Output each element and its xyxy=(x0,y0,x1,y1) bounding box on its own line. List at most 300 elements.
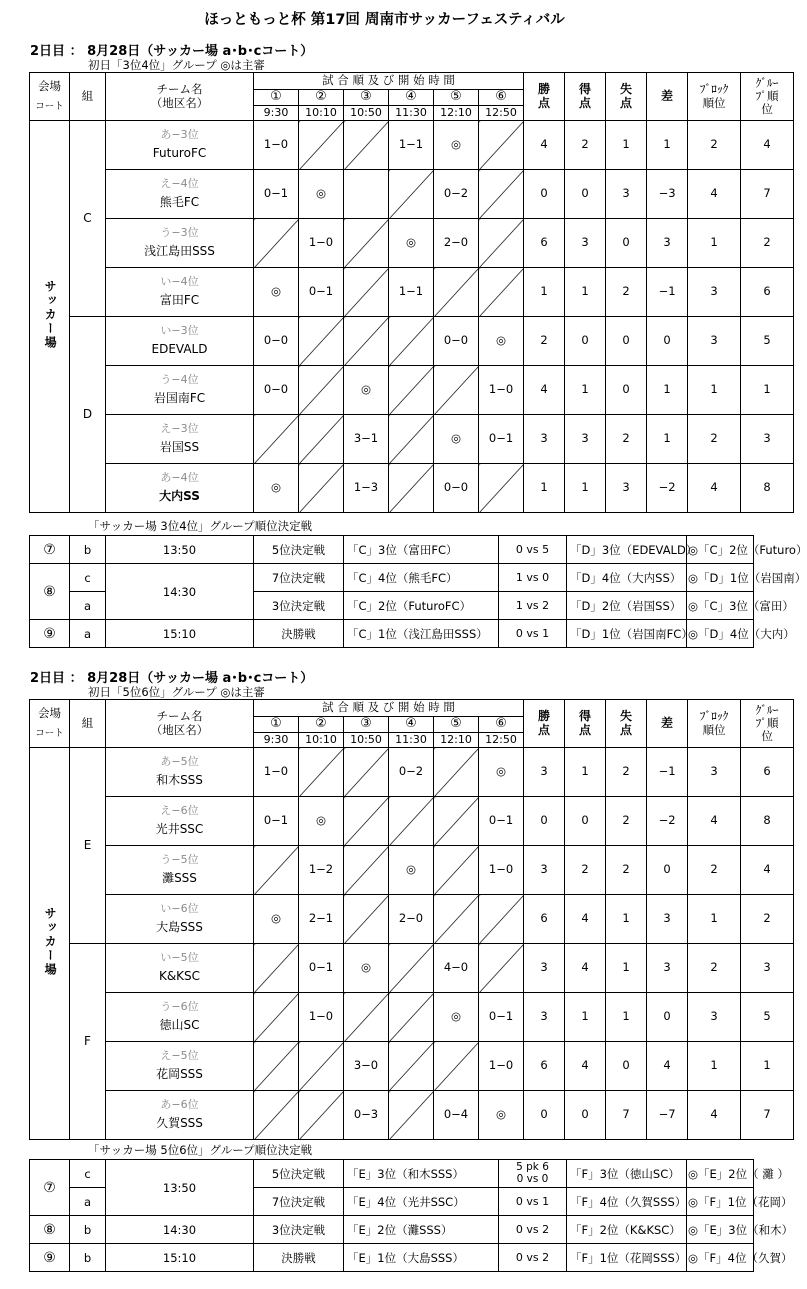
match-slot-time: 9:30 xyxy=(254,733,299,748)
points: 6 xyxy=(524,1042,565,1091)
no-match-cell xyxy=(389,170,434,219)
team-header xyxy=(106,73,254,121)
points: 3 xyxy=(524,748,565,797)
goals-against: 0 xyxy=(606,219,647,268)
match-slot-time: 10:10 xyxy=(299,106,344,121)
ranking-referee: ◎「F」4位（久賀） xyxy=(687,1244,754,1272)
team-cell xyxy=(106,366,254,415)
team-row xyxy=(30,170,794,219)
team-cell xyxy=(106,170,254,219)
venue-header xyxy=(30,73,70,121)
goal-diff: −3 xyxy=(647,170,688,219)
ranking-court: c xyxy=(70,1160,106,1188)
section-subheading: 初日「3位4位」グループ ◎は主審 xyxy=(88,58,265,72)
block-rank: 4 xyxy=(688,797,741,846)
match-slot-number: ③ xyxy=(344,90,389,106)
group-rank: 7 xyxy=(741,1091,794,1140)
goals-for-header: 得点 xyxy=(565,700,606,748)
match-slot-time: 11:30 xyxy=(389,733,434,748)
goals-against: 3 xyxy=(606,170,647,219)
block-rank: 3 xyxy=(688,317,741,366)
no-match-cell xyxy=(434,846,479,895)
no-match-cell xyxy=(434,268,479,317)
team-name: K&KSC xyxy=(158,969,201,984)
ranking-row xyxy=(30,1244,754,1272)
match-slot-time: 12:10 xyxy=(434,733,479,748)
goal-diff: 3 xyxy=(647,219,688,268)
ranking-away: 「F」2位（K&KSC） xyxy=(567,1216,687,1244)
ranking-away: 「D」2位（岩国SS） xyxy=(567,592,687,620)
match-slot-time: 12:50 xyxy=(479,106,524,121)
goals-for: 2 xyxy=(565,121,606,170)
points: 1 xyxy=(524,268,565,317)
ranking-referee: ◎「D」4位（大内） xyxy=(687,620,754,648)
goals-against-header: 失点 xyxy=(606,73,647,121)
match-result: 1−0 xyxy=(479,366,524,415)
no-match-cell xyxy=(254,415,299,464)
team-seed: う−6位 xyxy=(160,999,199,1013)
no-match-cell xyxy=(254,1042,299,1091)
team-row xyxy=(30,895,794,944)
referee-mark: ◎ xyxy=(479,317,524,366)
goal-diff: −1 xyxy=(647,268,688,317)
points: 3 xyxy=(524,415,565,464)
matches-header: 試 合 順 及 び 開 始 時 間 xyxy=(254,700,524,717)
ranking-row xyxy=(30,564,754,592)
goals-for: 3 xyxy=(565,219,606,268)
no-match-cell xyxy=(479,895,524,944)
ranking-court: a xyxy=(70,620,106,648)
ranking-time: 15:10 xyxy=(106,620,254,648)
match-result: 2−0 xyxy=(434,219,479,268)
match-result: 0−0 xyxy=(434,317,479,366)
points: 4 xyxy=(524,121,565,170)
group-rank: 4 xyxy=(741,121,794,170)
group-name: E xyxy=(70,748,106,944)
match-result: 3−1 xyxy=(344,415,389,464)
venue-name: サッカー場 xyxy=(43,906,58,977)
goal-diff: 3 xyxy=(647,895,688,944)
match-result: 0−4 xyxy=(434,1091,479,1140)
ranking-home: 「C」1位（浅江島田SSS） xyxy=(344,620,499,648)
ranking-table xyxy=(29,535,807,648)
goals-against: 7 xyxy=(606,1091,647,1140)
no-match-cell xyxy=(299,317,344,366)
team-name: 光井SSC xyxy=(155,822,204,837)
match-result: 0−3 xyxy=(344,1091,389,1140)
match-slot-number: ⑤ xyxy=(434,90,479,106)
ranking-referee: ◎「D」1位（岩国南） xyxy=(687,564,754,592)
match-slot-number: ④ xyxy=(389,717,434,733)
no-match-cell xyxy=(299,121,344,170)
no-match-cell xyxy=(389,464,434,513)
ranking-table xyxy=(29,1159,794,1272)
match-result: 2−1 xyxy=(299,895,344,944)
team-seed: あ−4位 xyxy=(160,470,199,484)
ranking-time: 13:50 xyxy=(106,1160,254,1216)
no-match-cell xyxy=(344,895,389,944)
ranking-court: a xyxy=(70,1188,106,1216)
goals-against: 1 xyxy=(606,121,647,170)
team-name: 久賀SSS xyxy=(156,1116,203,1131)
goals-against: 2 xyxy=(606,846,647,895)
match-result: 1−1 xyxy=(389,121,434,170)
team-seed: あ−6位 xyxy=(160,1097,199,1111)
referee-mark: ◎ xyxy=(254,268,299,317)
goals-for: 0 xyxy=(565,1091,606,1140)
no-match-cell xyxy=(389,993,434,1042)
group-rank-header: ｸﾞﾙｰﾌﾟ順位 xyxy=(741,700,794,748)
referee-mark: ◎ xyxy=(479,1091,524,1140)
points: 1 xyxy=(524,464,565,513)
block-rank: 2 xyxy=(688,121,741,170)
points-header: 勝点 xyxy=(524,700,565,748)
team-name: 和木SSS xyxy=(156,773,203,788)
team-header-sub: （地区名） xyxy=(150,722,209,737)
goals-for: 4 xyxy=(565,895,606,944)
match-result: 1−1 xyxy=(389,268,434,317)
goals-for: 1 xyxy=(565,993,606,1042)
ranking-match-no: ⑨ xyxy=(30,1244,70,1272)
team-name: 熊毛FC xyxy=(159,195,200,210)
referee-mark: ◎ xyxy=(254,895,299,944)
header-row xyxy=(30,700,794,717)
goals-for: 1 xyxy=(565,268,606,317)
ranking-home: 「E」2位（灘SSS） xyxy=(344,1216,499,1244)
match-result: 3−0 xyxy=(344,1042,389,1091)
team-name: EDEVALD xyxy=(151,342,208,357)
match-result: 0−1 xyxy=(479,415,524,464)
block-rank: 4 xyxy=(688,170,741,219)
match-result: 1−0 xyxy=(299,993,344,1042)
match-result: 1−0 xyxy=(299,219,344,268)
no-match-cell xyxy=(389,797,434,846)
team-cell xyxy=(106,797,254,846)
no-match-cell xyxy=(389,366,434,415)
match-slot-time: 9:30 xyxy=(254,106,299,121)
diff-header: 差 xyxy=(647,73,688,121)
points: 0 xyxy=(524,1091,565,1140)
match-slot-number: ③ xyxy=(344,717,389,733)
block-rank-header: ﾌﾞﾛｯｸ順位 xyxy=(688,700,741,748)
match-result: 1−3 xyxy=(344,464,389,513)
no-match-cell xyxy=(344,797,389,846)
team-row xyxy=(30,1042,794,1091)
block-rank-header: ﾌﾞﾛｯｸ順位 xyxy=(688,73,741,121)
ranking-match-no: ⑦ xyxy=(30,1160,70,1216)
block-rank: 1 xyxy=(688,895,741,944)
court-header-label: コート xyxy=(35,727,64,739)
ranking-time: 14:30 xyxy=(106,564,254,620)
referee-mark: ◎ xyxy=(434,993,479,1042)
group-rank: 2 xyxy=(741,895,794,944)
referee-mark: ◎ xyxy=(434,121,479,170)
team-cell xyxy=(106,1042,254,1091)
no-match-cell xyxy=(299,415,344,464)
team-row xyxy=(30,993,794,1042)
team-name: 岩国SS xyxy=(159,440,200,455)
ranking-label: 7位決定戦 xyxy=(254,564,344,592)
goals-against: 0 xyxy=(606,1042,647,1091)
goal-diff: −2 xyxy=(647,464,688,513)
team-name: 花岡SSS xyxy=(156,1067,203,1082)
ranking-row xyxy=(30,536,754,564)
team-name: 徳山SC xyxy=(159,1018,200,1033)
match-result: 0−1 xyxy=(299,944,344,993)
ranking-row xyxy=(30,1160,754,1188)
no-match-cell xyxy=(389,944,434,993)
referee-mark: ◎ xyxy=(299,797,344,846)
referee-mark: ◎ xyxy=(344,366,389,415)
match-slot-number: ⑥ xyxy=(479,717,524,733)
goal-diff: 0 xyxy=(647,846,688,895)
group-rank: 8 xyxy=(741,797,794,846)
schedule-table xyxy=(29,699,794,1140)
team-seed: う−5位 xyxy=(160,852,199,866)
team-cell xyxy=(106,944,254,993)
match-result: 0−0 xyxy=(254,366,299,415)
points: 2 xyxy=(524,317,565,366)
group-rank: 8 xyxy=(741,464,794,513)
goal-diff: −1 xyxy=(647,748,688,797)
ranking-referee: ◎「C」2位（Futuro） xyxy=(687,536,754,564)
ranking-court: b xyxy=(70,1244,106,1272)
group-header: 組 xyxy=(70,700,106,748)
ranking-row xyxy=(30,1216,754,1244)
match-slot-time: 10:50 xyxy=(344,106,389,121)
goal-diff: 0 xyxy=(647,993,688,1042)
team-name: FuturoFC xyxy=(152,146,207,161)
pk-score: 5 pk 6 xyxy=(516,1161,549,1174)
ranking-score: 1 vs 2 xyxy=(499,592,567,620)
group-rank: 1 xyxy=(741,1042,794,1091)
ranking-court: b xyxy=(70,1216,106,1244)
ranking-score: 1 vs 0 xyxy=(499,564,567,592)
ranking-court: c xyxy=(70,564,106,592)
team-cell xyxy=(106,993,254,1042)
ranking-home: 「E」1位（大島SSS） xyxy=(344,1244,499,1272)
goal-diff: 4 xyxy=(647,1042,688,1091)
team-seed: い−6位 xyxy=(160,901,199,915)
group-rank: 5 xyxy=(741,317,794,366)
referee-mark: ◎ xyxy=(299,170,344,219)
team-cell xyxy=(106,1091,254,1140)
venue-header xyxy=(30,700,70,748)
block-rank: 2 xyxy=(688,944,741,993)
no-match-cell xyxy=(479,268,524,317)
points: 6 xyxy=(524,219,565,268)
no-match-cell xyxy=(344,317,389,366)
team-name: 灘SSS xyxy=(162,871,197,886)
no-match-cell xyxy=(434,797,479,846)
match-result: 1−0 xyxy=(254,121,299,170)
team-seed: う−4位 xyxy=(160,372,199,386)
ranking-home: 「C」4位（熊毛FC） xyxy=(344,564,499,592)
team-name: 浅江島田SSS xyxy=(144,244,215,259)
no-match-cell xyxy=(254,846,299,895)
block-rank: 2 xyxy=(688,415,741,464)
referee-mark: ◎ xyxy=(479,748,524,797)
points: 3 xyxy=(524,846,565,895)
no-match-cell xyxy=(389,1091,434,1140)
team-row xyxy=(30,219,794,268)
goals-against: 1 xyxy=(606,993,647,1042)
ranking-score xyxy=(499,1160,567,1188)
team-row xyxy=(30,121,794,170)
ranking-match-no: ⑦ xyxy=(30,536,70,564)
team-seed: え−3位 xyxy=(160,421,199,435)
ranking-title: 「サッカー場 5位6位」グループ順位決定戦 xyxy=(88,1143,313,1157)
team-row xyxy=(30,366,794,415)
goals-against: 0 xyxy=(606,317,647,366)
goals-for: 0 xyxy=(565,317,606,366)
court-header-label: コート xyxy=(35,100,64,112)
team-row xyxy=(30,464,794,513)
no-match-cell xyxy=(299,366,344,415)
no-match-cell xyxy=(434,748,479,797)
match-result: 0−1 xyxy=(479,797,524,846)
block-rank: 1 xyxy=(688,366,741,415)
ranking-label: 決勝戦 xyxy=(254,1244,344,1272)
goals-against: 2 xyxy=(606,415,647,464)
team-row xyxy=(30,415,794,464)
team-cell xyxy=(106,415,254,464)
no-match-cell xyxy=(344,846,389,895)
no-match-cell xyxy=(344,268,389,317)
section-subheading: 初日「5位6位」グループ ◎は主審 xyxy=(88,685,265,699)
block-rank: 1 xyxy=(688,219,741,268)
team-cell xyxy=(106,268,254,317)
team-header-sub: （地区名） xyxy=(150,95,209,110)
referee-mark: ◎ xyxy=(389,219,434,268)
goals-against: 3 xyxy=(606,464,647,513)
block-rank: 4 xyxy=(688,464,741,513)
match-slot-number: ① xyxy=(254,90,299,106)
venue-header-label: 会場 xyxy=(38,706,61,721)
block-rank: 3 xyxy=(688,993,741,1042)
venue-cell xyxy=(30,121,70,513)
goals-against: 0 xyxy=(606,366,647,415)
diff-header: 差 xyxy=(647,700,688,748)
ranking-match-no: ⑧ xyxy=(30,564,70,620)
match-slot-time: 10:50 xyxy=(344,733,389,748)
no-match-cell xyxy=(299,1091,344,1140)
goals-for: 1 xyxy=(565,366,606,415)
no-match-cell xyxy=(254,1091,299,1140)
goal-diff: −2 xyxy=(647,797,688,846)
match-result: 0−1 xyxy=(254,797,299,846)
team-cell xyxy=(106,219,254,268)
team-row xyxy=(30,944,794,993)
block-rank: 3 xyxy=(688,748,741,797)
team-header-label: チーム名 xyxy=(156,82,203,97)
group-name: F xyxy=(70,944,106,1140)
ranking-home: 「C」2位（FuturoFC） xyxy=(344,592,499,620)
ranking-referee: ◎「E」3位（和木） xyxy=(687,1216,754,1244)
team-name: 岩国南FC xyxy=(153,391,206,406)
group-rank: 6 xyxy=(741,268,794,317)
match-result: 1−0 xyxy=(254,748,299,797)
block-rank: 3 xyxy=(688,268,741,317)
match-slot-number: ④ xyxy=(389,90,434,106)
team-cell xyxy=(106,317,254,366)
team-row xyxy=(30,317,794,366)
block-rank: 1 xyxy=(688,1042,741,1091)
match-result: 1−0 xyxy=(479,846,524,895)
group-header: 組 xyxy=(70,73,106,121)
team-seed: あ−3位 xyxy=(160,127,199,141)
ranking-away: 「D」1位（岩国南FC） xyxy=(567,620,687,648)
block-rank: 4 xyxy=(688,1091,741,1140)
ranking-score: 0 vs 2 xyxy=(499,1244,567,1272)
match-result: 2−0 xyxy=(389,895,434,944)
goal-diff: 1 xyxy=(647,366,688,415)
points-header: 勝点 xyxy=(524,73,565,121)
no-match-cell xyxy=(254,944,299,993)
ranking-title: 「サッカー場 3位4位」グループ順位決定戦 xyxy=(88,519,313,533)
ranking-score: 0 vs 1 xyxy=(499,1188,567,1216)
goals-for: 4 xyxy=(565,944,606,993)
match-slot-number: ① xyxy=(254,717,299,733)
team-seed: い−3位 xyxy=(160,323,199,337)
no-match-cell xyxy=(479,219,524,268)
team-row xyxy=(30,1091,794,1140)
ranking-referee: ◎「E」2位（ 灘 ） xyxy=(687,1160,754,1188)
team-seed: え−5位 xyxy=(160,1048,199,1062)
ranking-time: 15:10 xyxy=(106,1244,254,1272)
match-slot-time: 11:30 xyxy=(389,106,434,121)
team-cell xyxy=(106,846,254,895)
match-slot-number: ⑥ xyxy=(479,90,524,106)
ranking-referee: ◎「F」1位（花岡） xyxy=(687,1188,754,1216)
goal-diff: −7 xyxy=(647,1091,688,1140)
no-match-cell xyxy=(254,993,299,1042)
no-match-cell xyxy=(434,895,479,944)
ranking-home: 「E」3位（和木SSS） xyxy=(344,1160,499,1188)
schedule-table xyxy=(29,72,794,513)
group-name: C xyxy=(70,121,106,317)
header-row xyxy=(30,73,794,90)
goals-for: 1 xyxy=(565,748,606,797)
team-seed: う−3位 xyxy=(160,225,199,239)
ranking-home: 「C」3位（富田FC） xyxy=(344,536,499,564)
team-header xyxy=(106,700,254,748)
ranking-label: 決勝戦 xyxy=(254,620,344,648)
goals-against: 2 xyxy=(606,797,647,846)
section-heading: 2日目 ： 8月28日（サッカー場 a･b･cコート） xyxy=(30,671,314,686)
team-row xyxy=(30,748,794,797)
goal-diff: 1 xyxy=(647,415,688,464)
team-cell xyxy=(106,895,254,944)
no-match-cell xyxy=(389,415,434,464)
no-match-cell xyxy=(389,317,434,366)
ranking-court: a xyxy=(70,592,106,620)
goals-for: 1 xyxy=(565,464,606,513)
team-name: 大島SSS xyxy=(156,920,203,935)
match-slot-number: ⑤ xyxy=(434,717,479,733)
group-rank: 7 xyxy=(741,170,794,219)
no-match-cell xyxy=(479,170,524,219)
ranking-label: 5位決定戦 xyxy=(254,536,344,564)
group-rank: 3 xyxy=(741,415,794,464)
goals-for: 2 xyxy=(565,846,606,895)
match-slot-number: ② xyxy=(299,90,344,106)
no-match-cell xyxy=(344,748,389,797)
goals-for-header: 得点 xyxy=(565,73,606,121)
no-match-cell xyxy=(479,121,524,170)
points: 0 xyxy=(524,170,565,219)
ranking-row xyxy=(30,620,754,648)
